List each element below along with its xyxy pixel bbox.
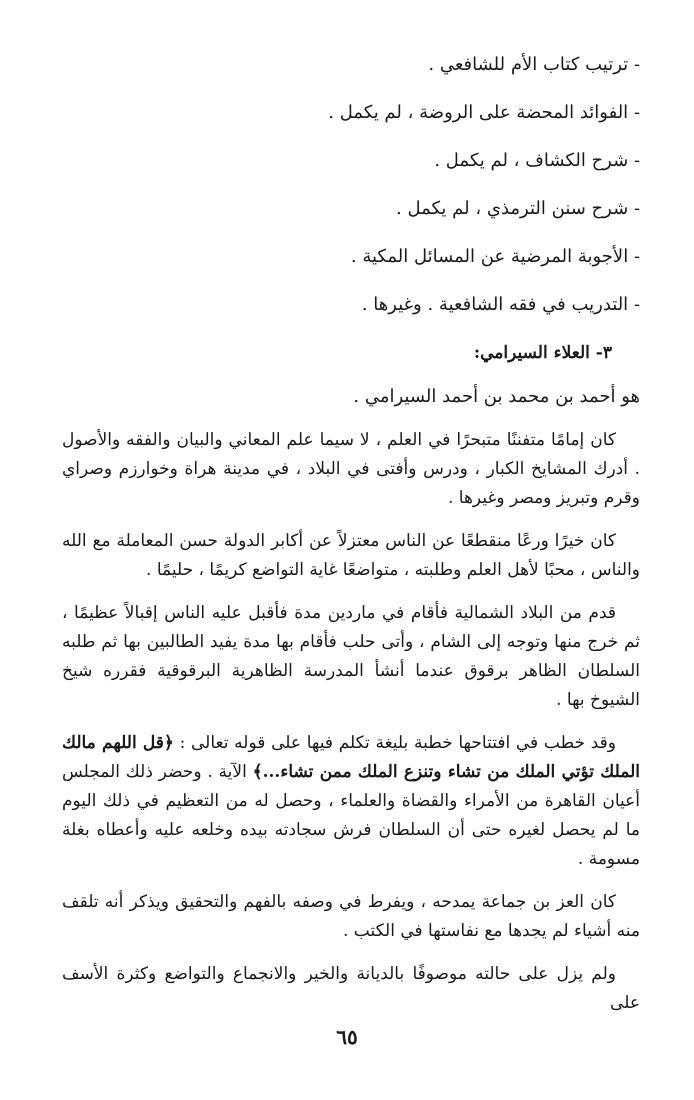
paragraph-1: كان إمامًا متفننًا متبحرًا في العلم ، لا سيما علم المعاني والبيان والفقه والأصول . أدرك المشايخ الكبار ، ودرس وأفتى في البلاد ، في مدينة هراة وخوارزم وصراي وقرم وتبريز ومصر وغيرها .: [62, 430, 640, 508]
page-body: [62, 52, 640, 1032]
paragraph-4-intro: وقد خطب في افتتاحها خطبة بليغة تكلم فيها على قوله تعالى :: [173, 733, 616, 753]
list-item: - شرح الكشاف ، لم يكمل .: [434, 150, 640, 171]
list-item: - التدريب في فقه الشافعية . وغيرها .: [361, 294, 640, 315]
paragraph-6: ولم يزل على حالته موصوفًا بالديانة والخير والانجماع والتواضع وكثرة الأسف على: [62, 964, 640, 1013]
quran-verse: ﴿قل اللهم مالك الملك تؤتي الملك من تشاء وتنزع الملك ممن تشاء...﴾: [62, 733, 640, 782]
list-item: - ترتيب كتاب الأم للشافعي .: [428, 54, 640, 75]
paragraph-4-rest: الآية . وحضر ذلك المجلس أعيان القاهرة من الأمراء والقضاة والعلماء ، وحصل له من التعظيم في ذلك اليوم ما لم يحصل لغيره حتى أن السلطان فرش سجادته بيده وخلعه عليه وأعطاه بغلة مسومة .: [62, 762, 640, 869]
paragraph-5: كان العز بن جماعة يمدحه ، ويفرط في وصفه بالفهم والتحقيق ويذكر أنه تلقف منه أشياء لم يجدها مع نفاستها في الكتب .: [62, 892, 640, 941]
paragraph-2: كان خيرًا ورعًا منقطعًا عن الناس معتزلاً عن أكابر الدولة حسن المعاملة مع الله والناس ، محبًا لأهل العلم وطلبته ، متواضعًا غاية التواضع كريمًا ، حليمًا .: [62, 531, 640, 580]
section-heading: ٣- العلاء السيرامي:: [473, 343, 612, 363]
page-number: ٦٥: [336, 1025, 358, 1049]
paragraph-3: قدم من البلاد الشمالية فأقام في ماردين مدة فأقبل عليه الناس إقبالاً عظيمًا ، ثم خرج منها وتوجه إلى الشام ، وأتى حلب فأقام بها مدة يفيد الطالبين بها ثم طلبه السلطان الظاهر برقوق عندما أنشأ المدرسة الظاهرية البرقوقية فقرره شيخ الشيوخ بها .: [62, 603, 640, 710]
name-line: هو أحمد بن محمد بن أحمد السيرامي .: [353, 386, 640, 407]
list-item: - شرح سنن الترمذي ، لم يكمل .: [396, 198, 640, 219]
works-list: [62, 52, 640, 318]
paragraph-4: [62, 729, 640, 874]
list-item: - الفوائد المحضة على الروضة ، لم يكمل .: [328, 102, 640, 123]
list-item: - الأجوبة المرضية عن المسائل المكية .: [350, 246, 640, 267]
